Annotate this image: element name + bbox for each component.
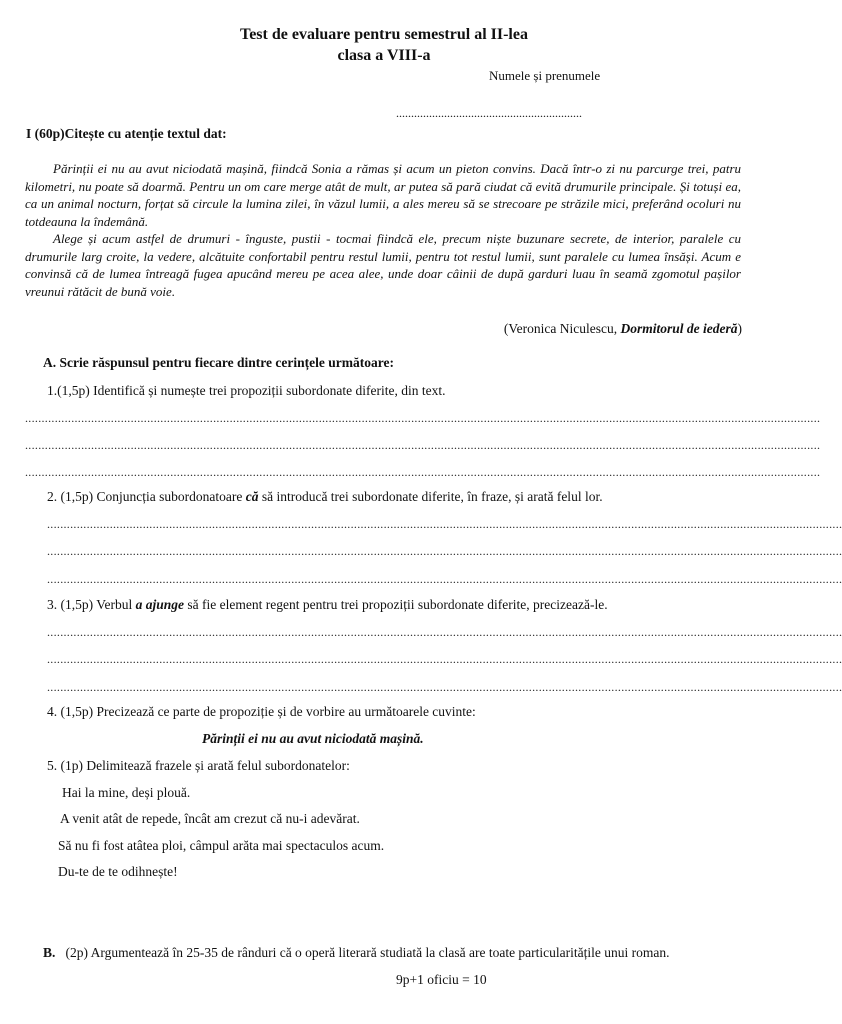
text-paragraph-2: Alege și acum astfel de drumuri - înguste, pustii - tocmai fiindcă ele, precum niște buzunare secrete, de interior, paralele cu drumurile larg croite, la vedere, alcătuite confortabil pentru restul lumii, pentru tot restul lumii, sunt paralele cu lumea însăși. Acum e convinsă că de lumea întreagă fugea apucând mereu pe acea alee, unde doar câinii de după garduri luau în seamă zgomotul pașilor vreunui rătăcit de bună voie. (25, 231, 741, 299)
reading-text (25, 160, 741, 300)
question-2-keyword: că (245, 489, 259, 504)
answer-line[interactable]: ................................................................................................................................................................................................................................................. (47, 680, 842, 694)
question-2-text: 2. (1,5p) Conjuncția subordonatoare (47, 489, 246, 504)
test-title: Test de evaluare pentru semestrul al II-lea (240, 26, 528, 43)
source-title: Dormitorul de iederă (620, 321, 738, 336)
section-b (43, 945, 670, 961)
question-5: 5. (1p) Delimitează frazele și arată felul subordonatelor: (47, 758, 350, 773)
question-3-text-end: să fie element regent pentru trei propoziții subordonate diferite, precizează-le. (184, 597, 608, 612)
question-4: 4. (1,5p) Precizează ce parte de propoziție și de vorbire au următoarele cuvinte: (47, 704, 476, 719)
name-field[interactable]: .............................................................. (396, 106, 582, 120)
example-sentence: A venit atât de repede, încât am crezut că nu-i adevărat. (60, 811, 360, 826)
section-heading: I (60p)Citește cu atenție textul dat: (26, 126, 227, 141)
section-b-text: (2p) Argumentează în 25-35 de rânduri că o operă literară studiată la clasă are toate particularitățile unui roman. (65, 945, 670, 960)
example-sentence: Să nu fi fost atâtea ploi, câmpul arăta mai spectaculos acum. (58, 838, 385, 853)
answer-line[interactable]: ................................................................................................................................................................................................................................................. (25, 438, 821, 452)
answer-line[interactable]: ................................................................................................................................................................................................................................................. (47, 652, 842, 666)
answer-line[interactable]: ................................................................................................................................................................................................................................................. (25, 411, 821, 425)
source-author: (Veronica Niculescu, (503, 321, 621, 336)
text-source (504, 321, 742, 337)
question-3 (47, 597, 608, 613)
answer-line[interactable]: ................................................................................................................................................................................................................................................. (47, 572, 842, 586)
answer-line[interactable]: ................................................................................................................................................................................................................................................. (47, 517, 842, 531)
question-3-text: 3. (1,5p) Verbul (47, 597, 136, 612)
class-subtitle: clasa a VIII-a (337, 47, 431, 64)
source-close: ) (737, 321, 742, 336)
answer-line[interactable]: ................................................................................................................................................................................................................................................. (47, 544, 842, 558)
section-b-label: B. (43, 945, 56, 960)
text-paragraph-1: Părinții ei nu au avut niciodată mașină, fiindcă Sonia a rămas și acum un pieton convins. Dacă într-o zi nu parcurge trei, patru kilometri, nu poate să doarmă. Pentru un om care merge atât de mult, ar putea să pară ciudat că evită drumurile principale. Și totuși ea, ca un animal nocturn, forțat să circule la lumina zilei, în văzul lumii, a ales mereu să se strecoare pe străzile mici, preferând ocoluri nu totdeauna la îndemână. (25, 161, 741, 229)
answer-line[interactable]: ................................................................................................................................................................................................................................................. (47, 625, 842, 639)
answer-line[interactable]: ................................................................................................................................................................................................................................................. (25, 465, 821, 479)
question-3-keyword: a ajunge (135, 597, 185, 612)
example-sentence: Du-te de te odihnește! (58, 864, 178, 879)
score-total: 9p+1 oficiu = 10 (396, 972, 487, 987)
section-a-heading: A. Scrie răspunsul pentru fiecare dintre cerințele următoare: (43, 355, 394, 370)
example-sentence: Hai la mine, deși plouă. (62, 785, 191, 800)
name-label: Numele și prenumele (489, 68, 601, 83)
question-2-text-end: să introducă trei subordonate diferite, în fraze, și arată felul lor. (258, 489, 603, 504)
question-2 (47, 489, 603, 505)
question-1: 1.(1,5p) Identifică și numește trei propoziții subordonate diferite, din text. (47, 383, 446, 398)
question-4-sentence: Părinții ei nu au avut niciodată mașină. (202, 731, 424, 746)
